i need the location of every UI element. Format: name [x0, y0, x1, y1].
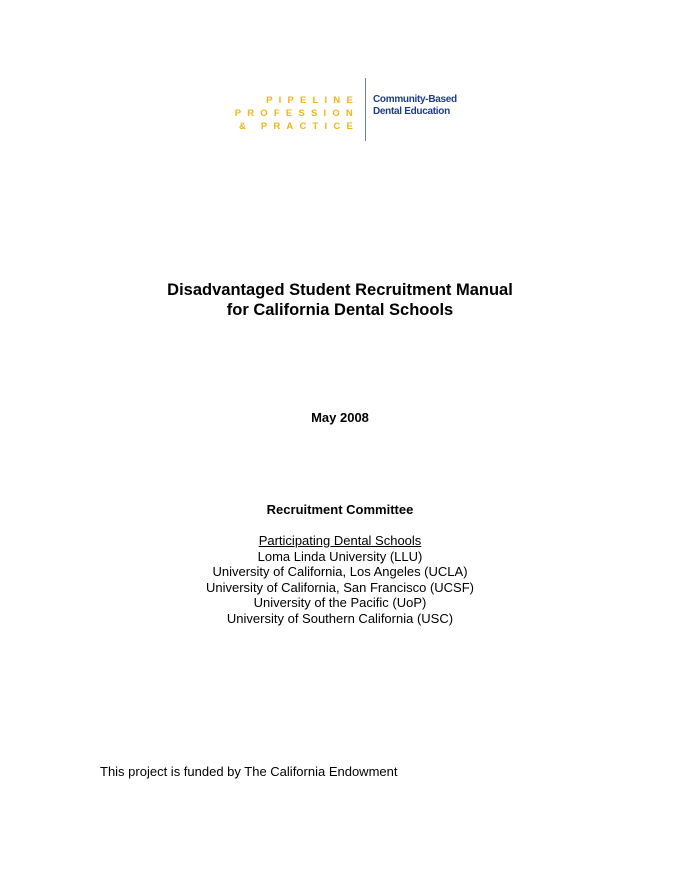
committee-heading: Recruitment Committee [266, 502, 414, 517]
logo-line-community-based: Community-Based [373, 94, 457, 105]
document-title [0, 280, 680, 320]
school-item: Loma Linda University (LLU) [257, 548, 423, 564]
title-line-1: Disadvantaged Student Recruitment Manual [167, 281, 513, 299]
logo-wordmark-left [235, 94, 359, 133]
publication-date: May 2008 [311, 410, 369, 425]
logo-line-dental-education: Dental Education [373, 106, 450, 117]
school-item: University of Southern California (USC) [226, 610, 454, 626]
participating-schools-list [0, 533, 680, 627]
logo-line-profession: PROFESSION [234, 108, 359, 119]
logo-divider [365, 78, 366, 141]
logo-line-practice: & PRACTICE [238, 121, 359, 132]
school-item: University of the Pacific (UoP) [253, 595, 427, 611]
logo-line-pipeline: PIPELINE [266, 95, 359, 106]
schools-heading: Participating Dental Schools [258, 533, 422, 548]
funding-statement: This project is funded by The California Endowment [100, 764, 398, 779]
pipeline-logo [234, 78, 468, 142]
title-line-2: for California Dental Schools [226, 301, 454, 319]
school-item: University of California, Los Angeles (UCLA) [212, 564, 468, 580]
logo-wordmark-right [373, 94, 457, 118]
school-item: University of California, San Francisco (UCSF) [205, 579, 475, 595]
